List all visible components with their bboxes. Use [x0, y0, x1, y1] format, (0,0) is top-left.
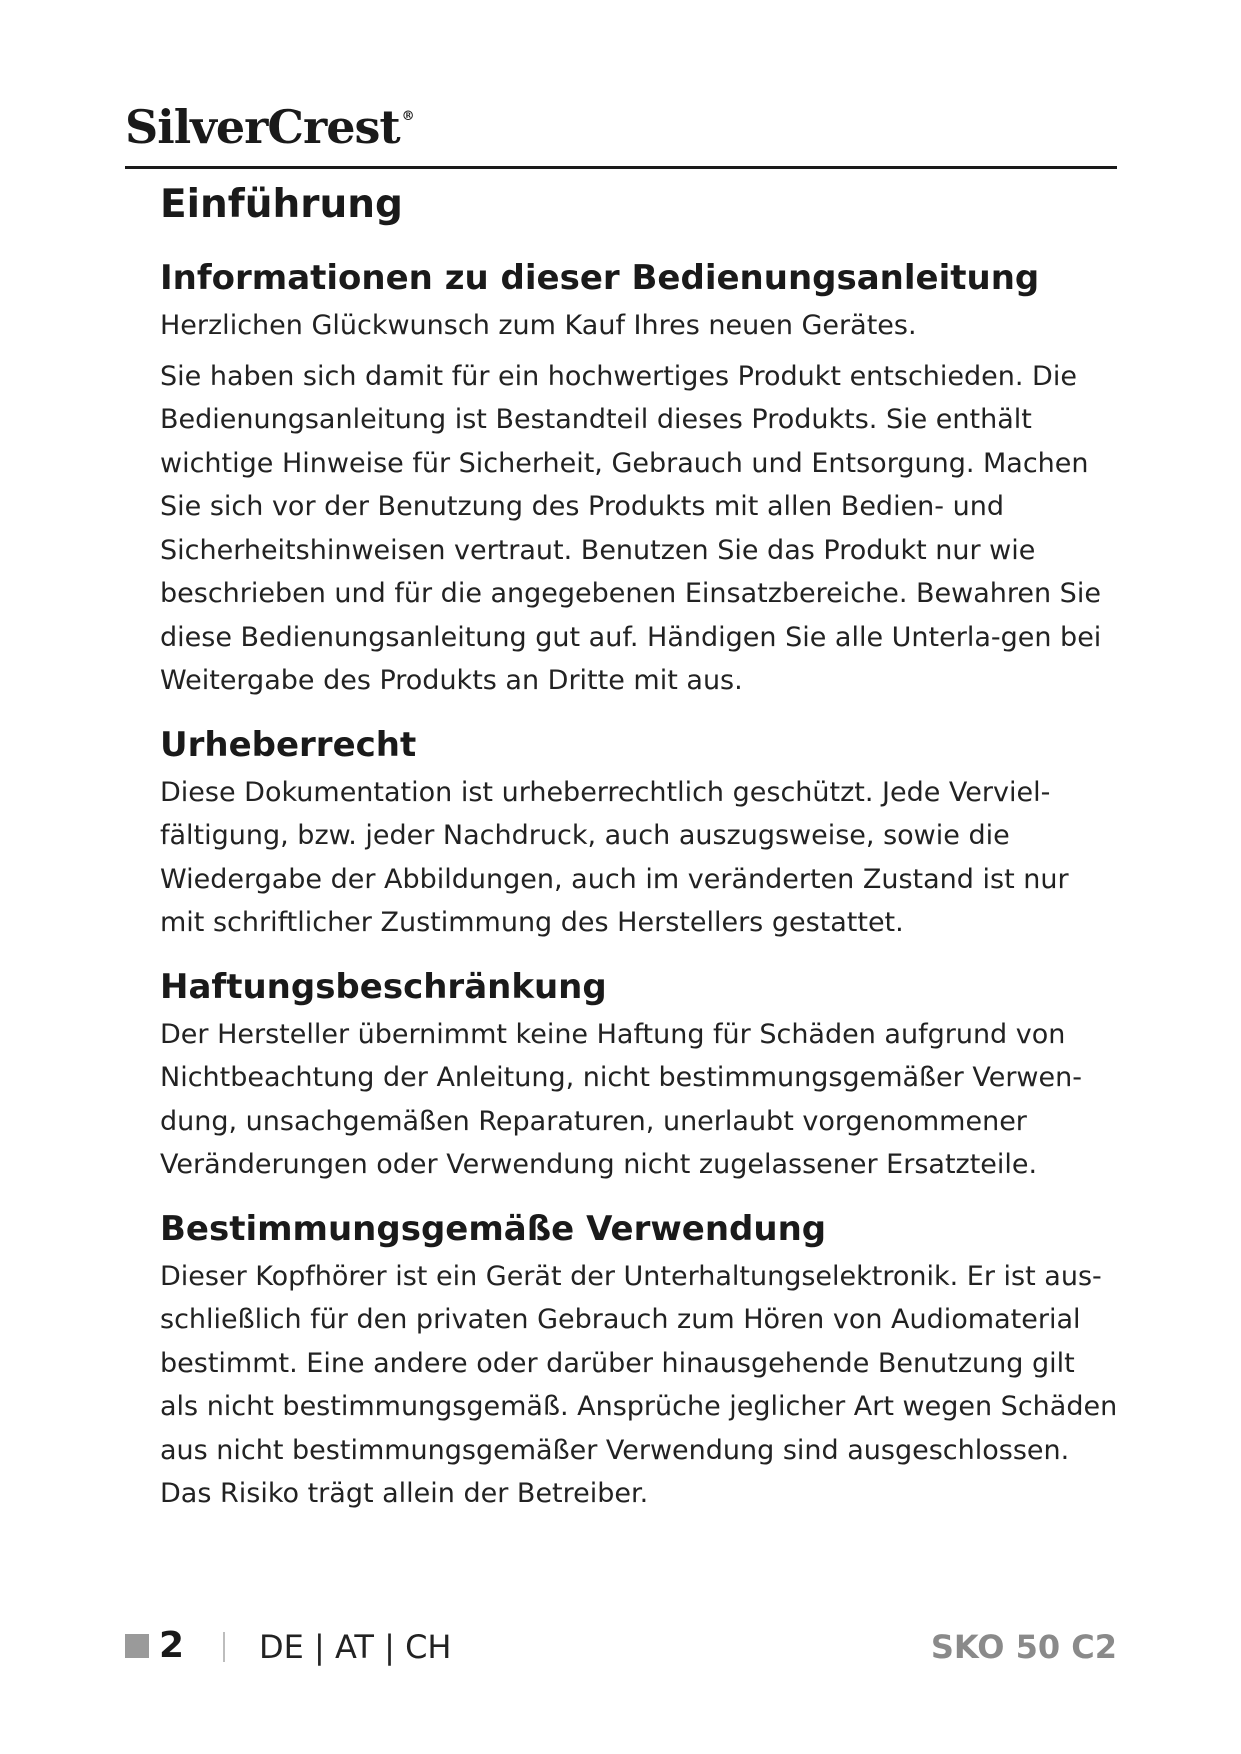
header-divider — [125, 166, 1117, 169]
page-footer — [125, 1622, 1117, 1672]
section-heading: Bestimmungsgemäße Verwendung — [160, 1208, 827, 1249]
registered-mark: ® — [401, 109, 414, 124]
page-marker-square-icon — [125, 1634, 149, 1658]
section-bestimmungsgemaesse-verwendung — [160, 1207, 1120, 1516]
language-codes: DE | AT | CH — [259, 1628, 452, 1666]
model-number: SKO 50 C2 — [930, 1628, 1117, 1666]
paragraph: Dieser Kopfhörer ist ein Gerät der Unterhaltungselektronik. Er ist aus-schließlich für den privaten Gebrauch zum Hören von Audiomaterial bestimmt. Eine andere oder darüber hinausgehende Benutzung gilt als nicht bestimmungsgemäß. Ansprüche jeglicher Art wegen Schäden aus nicht bestimmungsgemäßer Verwendung sind ausgeschlossen. Das Risiko trägt allein der Betreiber. — [160, 1260, 1118, 1509]
page-number: 2 — [159, 1625, 185, 1666]
section-heading: Haftungsbeschränkung — [160, 966, 607, 1007]
paragraph: Diese Dokumentation ist urheberrechtlich geschützt. Jede Verviel-fältigung, bzw. jeder Nachdruck, auch auszugsweise, sowie die Wiedergabe der Abbildungen, auch im veränderten Zustand ist nur mit schriftlicher Zustimmung des Herstellers gestattet. — [160, 776, 1069, 938]
page-title: Einführung — [160, 182, 403, 227]
footer-divider — [223, 1632, 225, 1662]
brand-name: SilverCrest — [125, 100, 400, 154]
section-bedienungsanleitung — [160, 256, 1120, 703]
paragraph: Herzlichen Glückwunsch zum Kauf Ihres neuen Gerätes. — [160, 310, 917, 341]
section-heading: Informationen zu dieser Bedienungsanleitung — [160, 258, 1040, 298]
section-heading: Urheberrecht — [160, 724, 417, 765]
section-urheberrecht — [160, 723, 1120, 945]
section-haftungsbeschraenkung — [160, 965, 1120, 1187]
page-content — [160, 180, 1120, 1516]
paragraph: Der Hersteller übernimmt keine Haftung für Schäden aufgrund von Nichtbeachtung der Anleitung, nicht bestimmungsgemäßer Verwen-dung, unsachgemäßen Reparaturen, unerlaubt vorgenommener Veränderungen oder Verwendung nicht zugelassener Ersatzteile. — [160, 1018, 1082, 1180]
paragraph: Sie haben sich damit für ein hochwertiges Produkt entschieden. Die Bedienungsanleitung ist Bestandteil dieses Produkts. Sie enthält wichtige Hinweise für Sicherheit, Gebrauch und Entsorgung. Machen Sie sich vor der Benutzung des Produkts mit allen Bedien- und Sicherheitshinweisen vertraut. Benutzen Sie das Produkt nur wie beschrieben und für die angegebenen Einsatzbereiche. Bewahren Sie diese Bedienungsanleitung gut auf. Händigen Sie alle Unterla-gen bei Weitergabe des Produkts an Dritte mit aus. — [160, 360, 1102, 696]
brand-logo — [125, 100, 414, 154]
